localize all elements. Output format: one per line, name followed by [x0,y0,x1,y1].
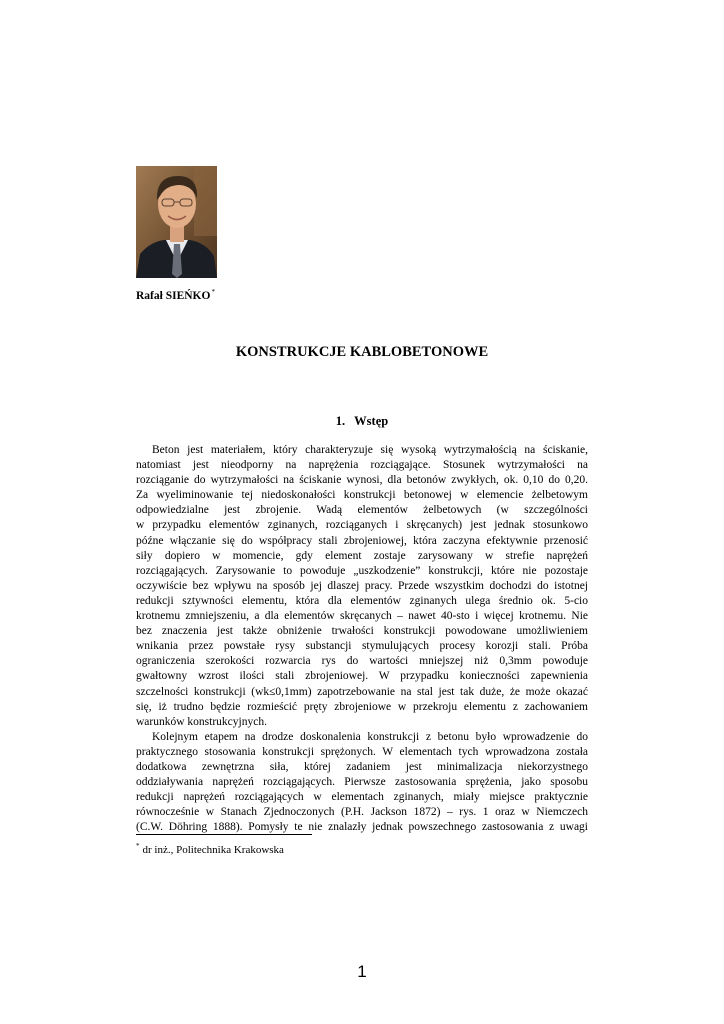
text-line: odpowiedzialne jest zbrojenie. Wadą elementów żelbetowych (w szczególności [136,504,588,517]
section-number: 1. [335,414,346,428]
text-line: Kolejnym etapem na drodze doskonalenia konstrukcji z betonu było wprowadzenie do [152,730,588,743]
text-line: ograniczenia szerokości rozwarcia rys do wartości mniejszej niż 0,3mm powoduje [136,655,588,668]
author-portrait [136,166,217,278]
author-name [136,288,215,302]
text-line: Beton jest materiałem, który charakteryzuje się wysoką wytrzymałością na ściskanie, [152,444,588,456]
text-line: redukcji sztywności elementu, która dla elementów zginanych ulega średnio ok. 5-cio [136,594,588,607]
text-line: równocześnie w Stanach Zjednoczonych (P.H. Jackson 1872) – rys. 1 oraz w Niemczech [136,806,588,819]
article-title: KONSTRUKCJE KABLOBETONOWE [235,344,489,360]
section-heading [0,414,724,429]
text-line: natomiast jest nieodporny na naprężenia rozciągające. Stosunek wytrzymałości na [136,459,588,472]
text-line: szczelności konstrukcji (wk≤0,1mm) zapotrzebowanie na stal jest tak duże, że może okazać [136,685,588,698]
text-line: rozciągających. Zarysowanie to powoduje „uszkodzenie” konstrukcji, które nie pozostaje [136,564,588,577]
text-line: redukcji naprężeń rozciągających w elementach zginanych, miały miejsce praktycznie [136,791,588,804]
author-name-text: Rafał SIEŃKO [136,290,211,302]
text-line: warunków konstrukcyjnych. [136,715,267,728]
section-title: Wstęp [354,414,389,428]
text-line: (C.W. Döhring 1888). Pomysły te nie znalazły jednak powszechnego zastosowania z uwagi [136,821,588,834]
text-line: dodatkowa zewnętrzna siła, której zadaniem jest minimalizacja niekorzystnego [136,760,588,773]
footnote-text: dr inż., Politechnika Krakowska [142,844,284,856]
text-line: oczywiście bez wpływu na sposób jej dlaszej pracy. Przede wszystkim dochodzi do istotnej [136,579,588,592]
text-line: siły dopiero w momencie, gdy element zostaje zarysowany w strefie naprężeń [136,549,588,562]
footnote [136,842,284,856]
text-line: w przypadku elementów zginanych, rozciąganych i skręcanych) jest jednak stosunkowo [136,519,588,532]
body-text [136,443,588,835]
text-line: oddziaływania naprężeń rozciągających. Pierwsze zastosowania sprężenia, jako sposobu [136,776,588,789]
text-line: praktycznego stosowania konstrukcji sprężonych. W elementach tych wprowadzona została [136,745,588,758]
footnote-divider [136,834,312,835]
text-line: późne włączanie się do współpracy stali zbrojeniowej, która zaczyna efektywnie przenosić [136,534,588,547]
text-line: się, iż trudno będzie rozmieścić pręty zbrojeniowe w przekroju elementu z zachowaniem [136,700,588,713]
text-line: Za wyeliminowanie tej niedoskonałości konstrukcji betonowej w elemencie żelbetowym [136,489,588,502]
author-footnote-mark: * [211,288,215,296]
author-photo [136,166,217,278]
page-number: 1 [357,962,367,981]
footnote-mark: * [136,842,140,850]
text-line: bez znaczenia jest także obniżenie trwałości konstrukcji powodowane umożliwieniem [136,625,588,638]
text-line: krotnemu zmniejszeniu, a dla elementów skręcanych – nawet 40-sto i więcej krotnemu. Nie [136,610,588,623]
text-line: wnikania przez powstałe rysy substancji stymulujących procesy korozji stali. Próba [136,640,588,653]
text-line: rozciąganie do wytrzymałości na ściskanie wynosi, dla betonów zwykłych, ok. 0,10 do 0,20. [136,474,588,487]
text-line: gwałtowny wzrost ilości stali zbrojeniowej. W przypadku konieczności zapewnienia [136,670,588,683]
